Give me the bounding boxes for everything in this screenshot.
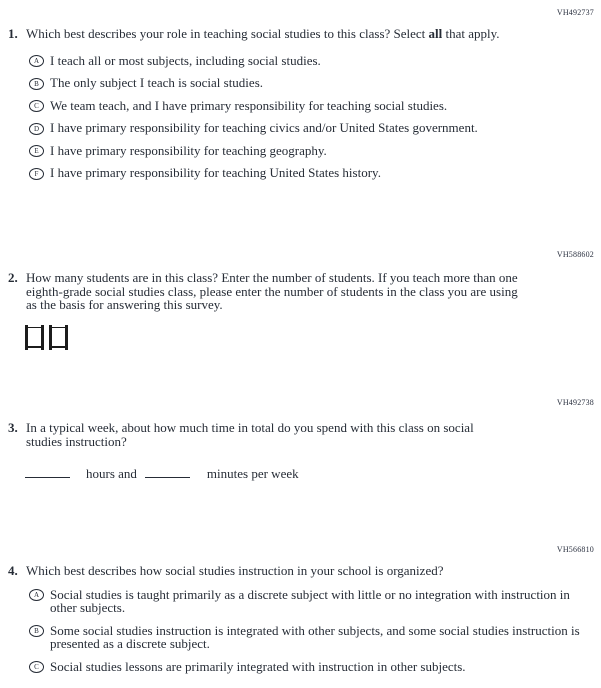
- q4-option-c[interactable]: [29, 660, 601, 674]
- q1-option-c[interactable]: [29, 99, 601, 113]
- option-c-bubble-icon[interactable]: C: [29, 661, 44, 673]
- question-2-id-code: VH588602: [556, 250, 594, 259]
- option-f-bubble-icon[interactable]: F: [29, 168, 44, 180]
- option-f-label: I have primary responsibility for teaching United States history.: [50, 165, 381, 180]
- q4-option-a[interactable]: [29, 588, 601, 615]
- option-d-label: I have primary responsibility for teaching civics and/or United States government.: [50, 120, 478, 135]
- option-e-bubble-icon[interactable]: E: [29, 145, 44, 157]
- question-1-id-code: VH492737: [556, 8, 594, 17]
- question-4-number: 4.: [8, 563, 18, 578]
- q4-option-b[interactable]: [29, 624, 601, 651]
- question-4-id-code: VH566810: [556, 545, 594, 554]
- hours-blank-input[interactable]: [25, 464, 70, 478]
- option-b-bubble-icon[interactable]: B: [29, 625, 44, 637]
- option-b-label: Some social studies instruction is integrated with other subjects, and some social studies instruction is presented as a discrete subject.: [50, 622, 580, 651]
- stem-bold-text: all: [428, 26, 443, 41]
- option-d-bubble-icon[interactable]: D: [29, 123, 44, 135]
- stem-text: Which best describes your role in teaching social studies to this class? Select: [26, 26, 429, 41]
- students-digit-box-1[interactable]: [25, 325, 44, 350]
- minutes-per-week-label: minutes per week: [206, 465, 299, 481]
- question-2-stem: How many students are in this class? Enter the number of students. If you teach more than one eighth-grade social studies class, please enter the number of students in the class you are using as the basis for answering this survey.: [26, 270, 518, 312]
- students-digit-box-2[interactable]: [49, 325, 68, 350]
- option-c-label: Social studies lessons are primarily integrated with instruction in other subjects.: [50, 658, 466, 674]
- question-1-options: [0, 54, 601, 180]
- q1-option-f[interactable]: [29, 166, 601, 180]
- question-3-id-code: VH492738: [556, 398, 594, 407]
- option-a-label: Social studies is taught primarily as a discrete subject with little or no integration with instruction in other subjects.: [50, 586, 570, 615]
- option-e-label: I have primary responsibility for teaching geography.: [50, 142, 327, 158]
- q1-option-b[interactable]: [29, 76, 601, 90]
- option-a-bubble-icon[interactable]: A: [29, 589, 44, 601]
- q1-option-a[interactable]: [29, 54, 601, 68]
- student-count-input: [25, 325, 601, 350]
- question-4-stem: Which best describes how social studies instruction in your school is organized?: [26, 563, 444, 578]
- option-c-bubble-icon[interactable]: C: [29, 100, 44, 112]
- minutes-blank-input[interactable]: [145, 464, 190, 478]
- option-b-bubble-icon[interactable]: B: [29, 78, 44, 90]
- question-1: [0, 8, 601, 189]
- question-3-stem: In a typical week, about how much time in total do you spend with this class on social studies instruction?: [26, 420, 474, 449]
- question-1-number: 1.: [8, 26, 18, 41]
- question-2: [0, 250, 601, 350]
- option-a-bubble-icon[interactable]: A: [29, 55, 44, 67]
- q1-option-e[interactable]: [29, 144, 601, 158]
- time-fill-in: [25, 464, 601, 480]
- option-b-label: The only subject I teach is social studies.: [50, 75, 264, 90]
- hours-label: hours and: [86, 465, 137, 481]
- question-4: [0, 545, 601, 682]
- stem-text: that apply.: [442, 26, 500, 41]
- option-c-label: We team teach, and I have primary responsibility for teaching social studies.: [50, 97, 448, 113]
- question-1-stem: [26, 27, 528, 41]
- q1-option-d[interactable]: [29, 121, 601, 135]
- question-3-number: 3.: [8, 420, 18, 435]
- question-4-options: [0, 588, 601, 674]
- question-2-number: 2.: [8, 270, 18, 285]
- option-a-label: I teach all or most subjects, including social studies.: [50, 52, 321, 68]
- question-3: [0, 398, 601, 480]
